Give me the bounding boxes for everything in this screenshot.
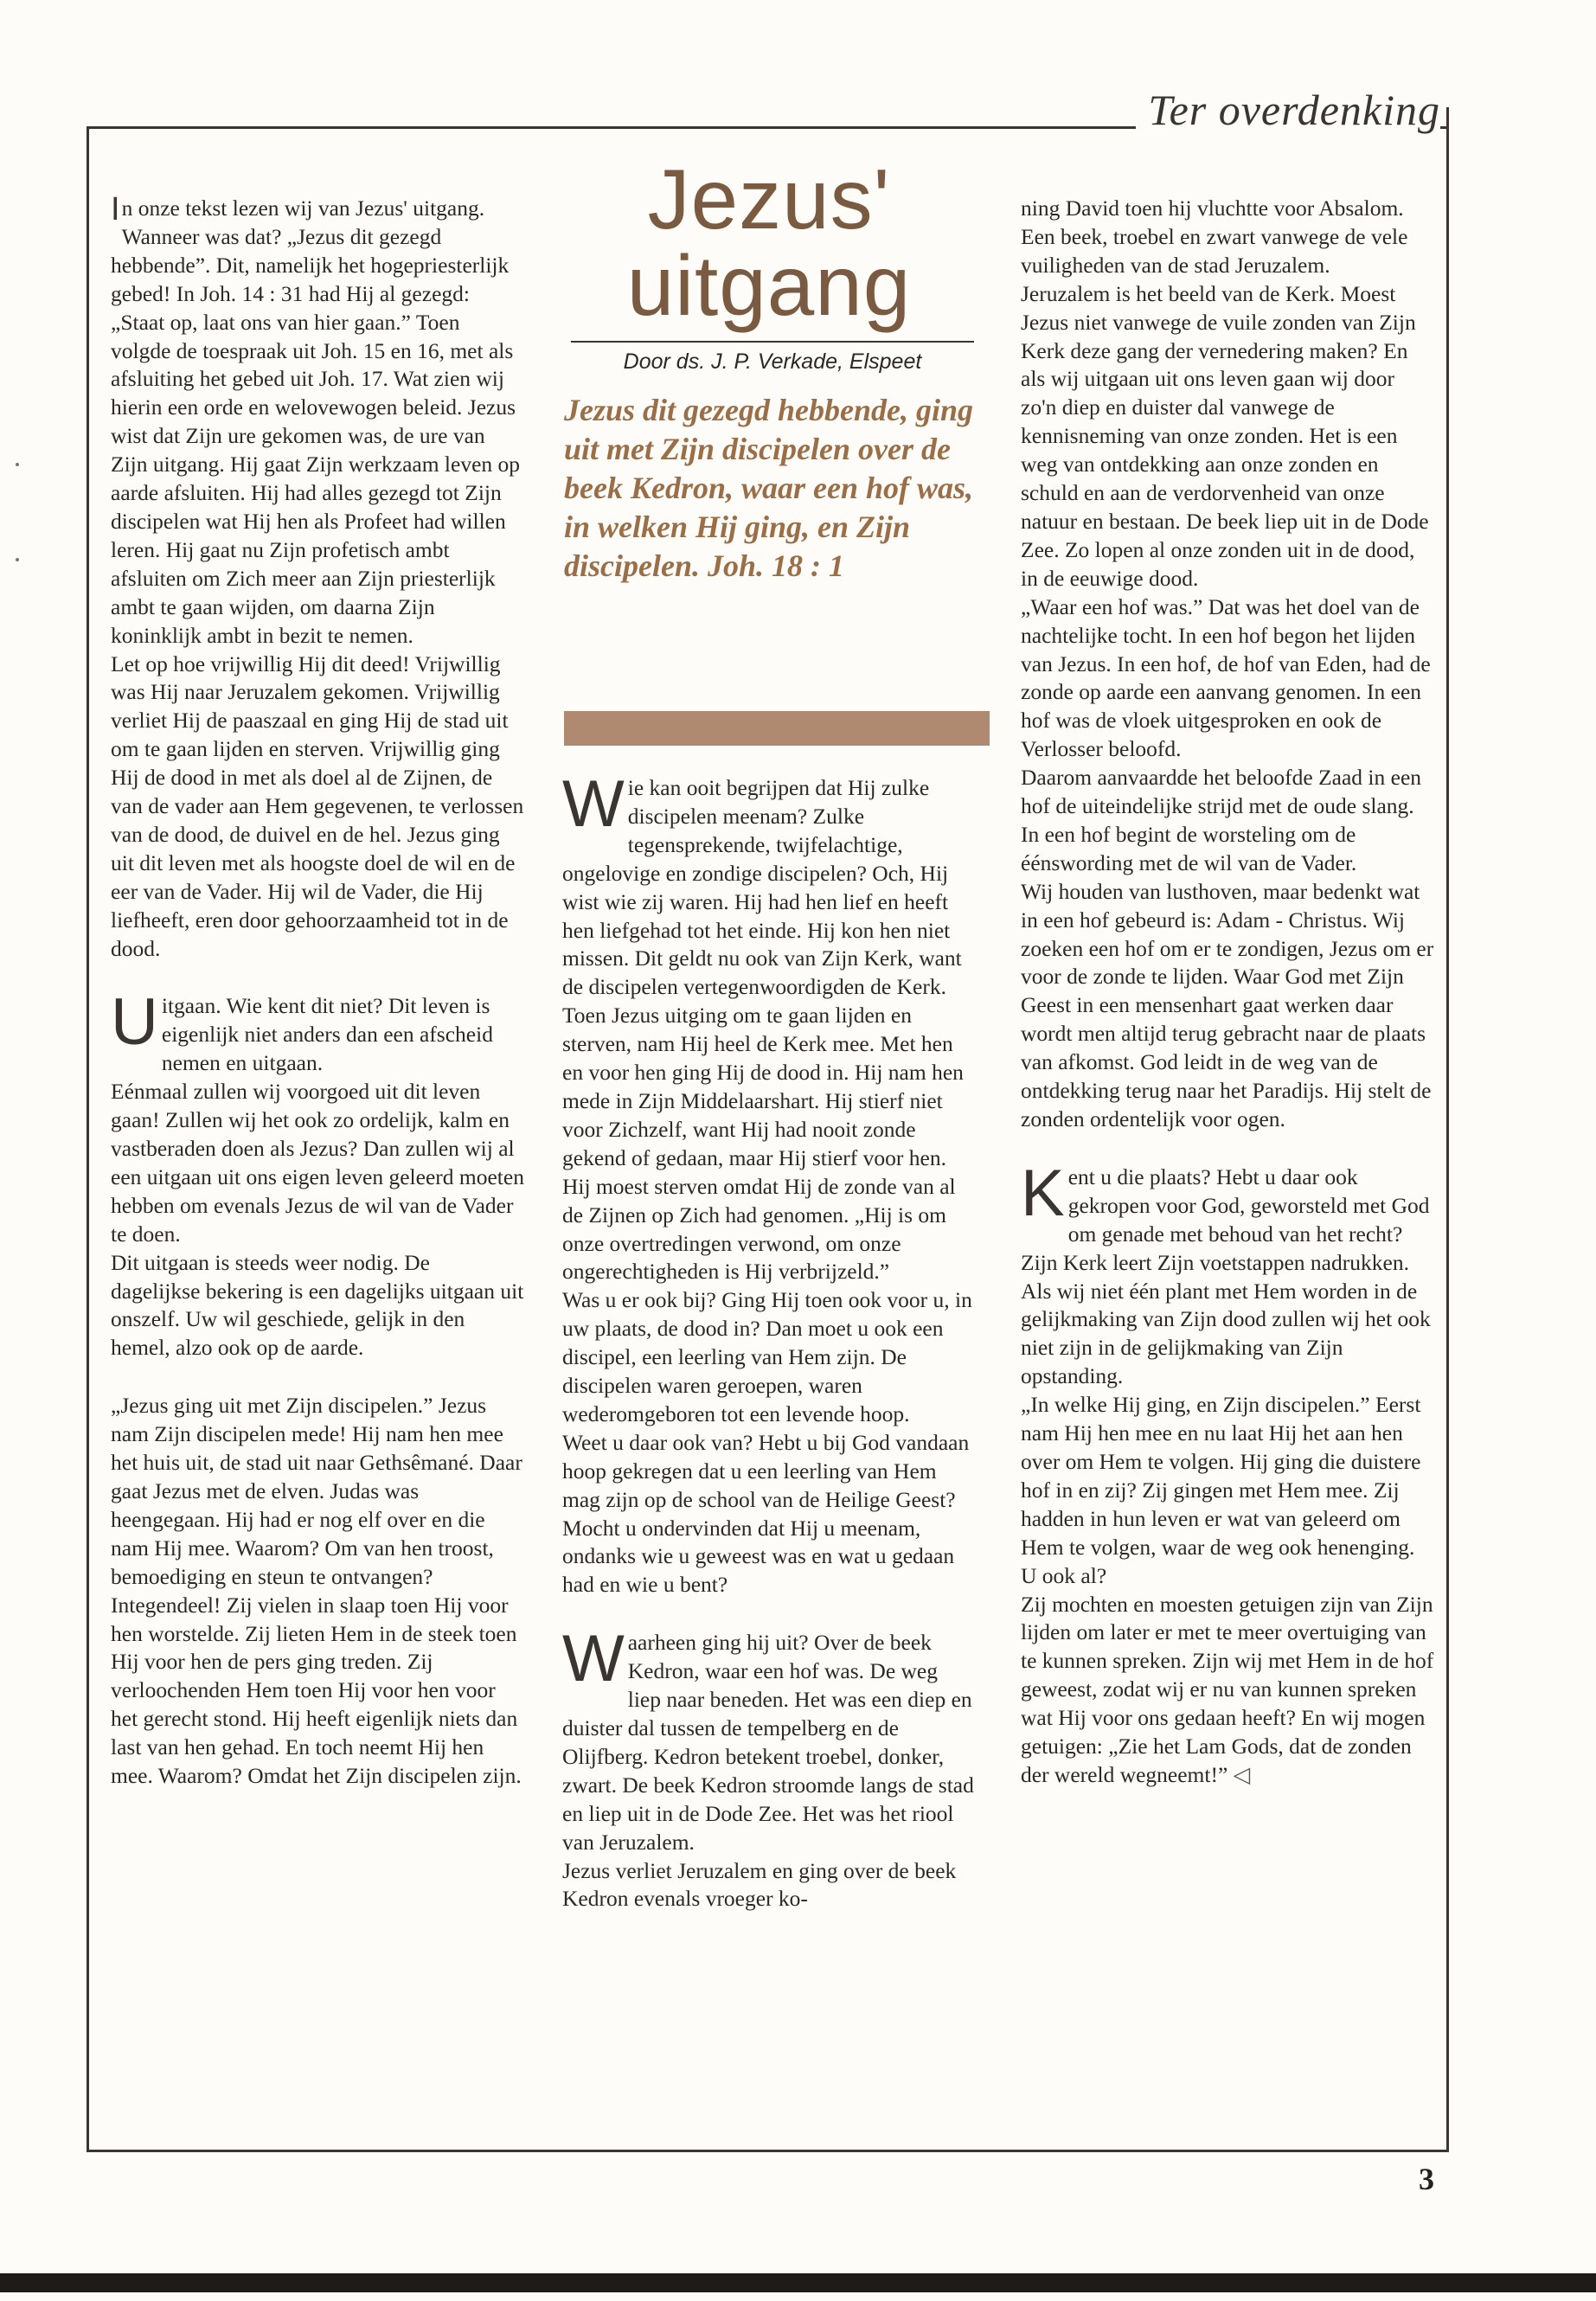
paragraph: „Jezus ging uit met Zijn discipelen.” Jezus nam Zijn discipelen mede! Hij nam hen mee het huis uit, de stad uit naar Gethsêmané. Daar gaat Jezus met de elven. Judas was heengegaan. Hij had er nog elf over en die nam Hij mee. Waarom? Om van hen troost, bemoediging en steun te ontvangen? Integendeel! Zij vielen in slaap toen Hij voor hen worstelde. Zij lieten Hem in de steek toen Hij voor hen de pers ging treden. Zij verloochenden Hem toen Hij voor hen voor het gerecht stond. Hij heeft eigenlijk niets dan last van hen gehad. En toch neemt Hij hen mee. Waarom? Omdat het Zijn discipelen zijn.: [111, 1393, 522, 1789]
drop-cap: U: [111, 985, 158, 1060]
section-label: Ter overdenking: [1136, 85, 1440, 135]
paragraph: Wij houden van lusthoven, maar bedenkt wat in een hof gebeurd is: Adam - Christus. Wij zoeken een hof om er te zondigen, Jezus om er voor de zonde te lijden. Waar God met Zijn Geest in een mensenhart gaat werken daar wordt men altijd terug gebracht naar de plaats van afkomst. God leidt in de weg van de ontdekking terug naar het Paradijs. Hij stelt de zonden ordentelijk voor ogen.: [1021, 878, 1434, 1131]
article-title: [562, 151, 976, 333]
paragraph-text: ent u die plaats? Hebt u daar ook gekropen voor God, geworsteld met God om genade met behoud van het recht? Zijn Kerk leert Zijn voetstappen nadrukken. Als wij niet één plant met Hem worden in de gelijkmaking van Zijn dood zullen wij het ook niet zijn in de gelijkmaking van Zijn opstanding.: [1021, 1163, 1431, 1389]
paragraph: [1021, 1591, 1434, 1790]
paragraph: „In welke Hij ging, en Zijn discipelen.” Eerst nam Hij hen mee en nu laat Hij het aan hen over om Hem te volgen. Hij ging die duistere hof in en zij? Zij gingen met Hem mee. Zij hadden in hun leven er wat van geleerd om Hem te volgen, waar de weg ook henenging. U ook al?: [1021, 1392, 1421, 1588]
paragraph: [1021, 1156, 1434, 1391]
decorative-bar: [564, 711, 990, 746]
paragraph: [562, 1622, 976, 1856]
paragraph: Jezus verliet Jeruzalem en ging over de beek Kedron evenals vroeger ko-: [562, 1857, 957, 1912]
page-number: 3: [1419, 2162, 1434, 2196]
drop-cap: W: [562, 1622, 625, 1696]
paragraph: Was u er ook bij? Ging Hij toen ook voor u, in uw plaats, de dood in? Dan moet u ook een discipel, een leerling van Hem zijn. De discipelen waren geroepen, waren wederomgeboren tot een levende hoop.: [562, 1287, 972, 1426]
drop-cap: W: [562, 767, 625, 841]
paragraph: Dit uitgaan is steeds weer nodig. De dagelijkse bekering is een dagelijks uitgaan uit onszelf. Uw wil geschiede, gelijk in den hemel, alzo ook op de aarde.: [111, 1249, 524, 1361]
paragraph-text: Zij mochten en moesten getuigen zijn van Zijn lijden om later er met te meer overtuiging van te kunnen spreken. Zijn wij met Hem in de hof geweest, zodat wij er nu van kunnen spreken wat Hij voor ons gedaan heeft? En wij mogen getuigen: „Zie het Lam Gods, dat de zonden der wereld wegneemt!”: [1021, 1591, 1434, 1787]
margin-mark: [16, 558, 19, 561]
paragraph: Jeruzalem is het beeld van de Kerk. Moest Jezus niet vanwege de vuile zonden van Zijn Kerk deze gang der vernedering maken? En als wij uitgaan uit ons leven gaan wij door zo'n diep en duister dal vanwege de kennisneming van onze zonden. Het is een weg van ontdekking aan onze zonden en schuld en aan de verdorvenheid van onze natuur en bestaan. De beek liep uit in de Dode Zee. Zo lopen al onze zonden uit in de dood, in de eeuwige dood.: [1021, 280, 1429, 591]
paragraph: [111, 985, 524, 1078]
end-mark-icon: ◁: [1227, 1761, 1251, 1787]
margin-mark: [16, 463, 19, 466]
scripture-quote: Jezus dit gezegd hebbende, ging uit met Zijn discipelen over de beek Kedron, waar een hof was, in welken Hij ging, en Zijn discipelen. Joh. 18 : 1: [564, 393, 974, 583]
bottom-edge: [0, 2273, 1596, 2292]
paragraph: [111, 191, 524, 651]
right-column: [1021, 195, 1434, 1790]
paragraph-text: ie kan ooit begrijpen dat Hij zulke discipelen meenam? Zulke tegensprekende, twijfelachtige, ongelovige en zondige discipelen? Och, Hij wist wie zij waren. Hij had hen lief en heeft hen liefgehad tot het einde. Hij kon hen niet missen. Dit geldt nu ook van Zijn Kerk, want de discipelen vertegenwoordigden de Kerk.: [562, 775, 962, 1000]
byline: Door ds. J. P. Verkade, Elspeet: [571, 341, 974, 375]
paragraph: [562, 767, 976, 1002]
paragraph: Eénmaal zullen wij voorgoed uit dit leven gaan! Zullen wij het ook zo ordelijk, kalm en vastberaden doen als Jezus? Dan zullen wij al een uitgaan uit ons eigen leven geleerd moeten hebben om evenals Jezus de wil van de Vader te doen.: [111, 1079, 524, 1247]
middle-column: [562, 767, 976, 1913]
paragraph: Weet u daar ook van? Hebt u bij God vandaan hoop gekregen dat u een leerling van Hem mag zijn op de school van de Heilige Geest? Mocht u ondervinden dat Hij u meenam, ondanks wie u geweest was en wat u gedaan had en wie u bent?: [562, 1429, 970, 1598]
title-line: Jezus': [647, 151, 891, 247]
paragraph-text: n onze tekst lezen wij van Jezus' uitgang. Wanneer was dat? „Jezus dit gezegd hebbende”. Dit, namelijk het hogepriesterlijk gebed! In Joh. 14 : 31 had Hij al gezegd: „Staat op, laat ons van hier gaan.” Toen volgde de toespraak uit Joh. 15 en 16, met als afsluiting het gebed uit Joh. 17. Wat zien wij hierin een orde en welovewogen beleid. Jezus wist dat Zijn ure gekomen was, de ure van Zijn uitgang. Hij gaat Zijn werkzaam leven op aarde afsluiten. Hij had alles gezegd tot Zijn discipelen wat Hij hen als Profeet had willen leren. Hij gaat nu Zijn profetisch ambt afsluiten om Zich meer aan Zijn priesterlijk ambt te gaan wijden, om daarna Zijn koninklijk ambt in bezit te nemen.: [111, 195, 521, 648]
paragraph-text: aarheen ging hij uit? Over de beek Kedron, waar een hof was. De weg liep naar beneden. Het was een diep en duister dal tussen de tempelberg en de Olijfberg. Kedron betekent troebel, donker, zwart. De beek Kedron stroomde langs de stad en liep uit in de Dode Zee. Het was het riool van Jeruzalem.: [562, 1630, 974, 1855]
drop-cap: I: [111, 191, 120, 228]
drop-cap: K: [1021, 1156, 1065, 1230]
paragraph-text: itgaan. Wie kent dit niet? Dit leven is eigenlijk niet anders dan een afscheid nemen en uitgaan.: [161, 993, 493, 1076]
paragraph: Let op hoe vrijwillig Hij dit deed! Vrijwillig was Hij naar Jeruzalem gekomen. Vrijwillig verliet Hij de paaszaal en ging Hij de stad uit om te gaan lijden en sterven. Vrijwillig ging Hij de dood in met als doel al de Zijnen, de van de vader aan Hem gegevenen, te verlossen van de dood, de duivel en de hel. Jezus ging uit dit leven met als hoogste doel de wil en de eer van de Vader. Hij wil de Vader, die Hij liefheeft, eren door gehoorzaamheid tot in de dood.: [111, 651, 524, 961]
paragraph: „Waar een hof was.” Dat was het doel van de nachtelijke tocht. In een hof begon het lijden van Jezus. In een hof, de hof van Eden, had de zonde op aarde een aanvang genomen. In een hof was de vloek uitgesproken en ook de Verlosser beloofd.: [1021, 593, 1431, 762]
left-column: [111, 191, 524, 1791]
title-line: uitgang: [626, 238, 912, 333]
header-rule-tick: [1446, 107, 1449, 133]
paragraph: ning David toen hij vluchtte voor Absalom. Een beek, troebel en zwart vanwege de vele vuiligheden van de stad Jeruzalem.: [1021, 195, 1408, 278]
paragraph: Toen Jezus uitging om te gaan lijden en sterven, nam Hij heel de Kerk mee. Met hen en voor hen ging Hij de dood in. Hij nam hen mede in Zijn Middelaarshart. Hij stierf niet voor Zichzelf, want Hij had nooit zonde gekend of gedaan, maar Hij stierf voor hen. Hij moest sterven omdat Hij de zonde van al de Zijnen op Zich had genomen. „Hij is om onze overtredingen verwond, om onze ongerechtigheden is Hij verbrijzeld.”: [562, 1003, 964, 1285]
paragraph: Daarom aanvaardde het beloofde Zaad in een hof de uiteindelijke strijd met de oude slang. In een hof begint de worsteling om de éénswording met de wil van de Vader.: [1021, 765, 1422, 875]
